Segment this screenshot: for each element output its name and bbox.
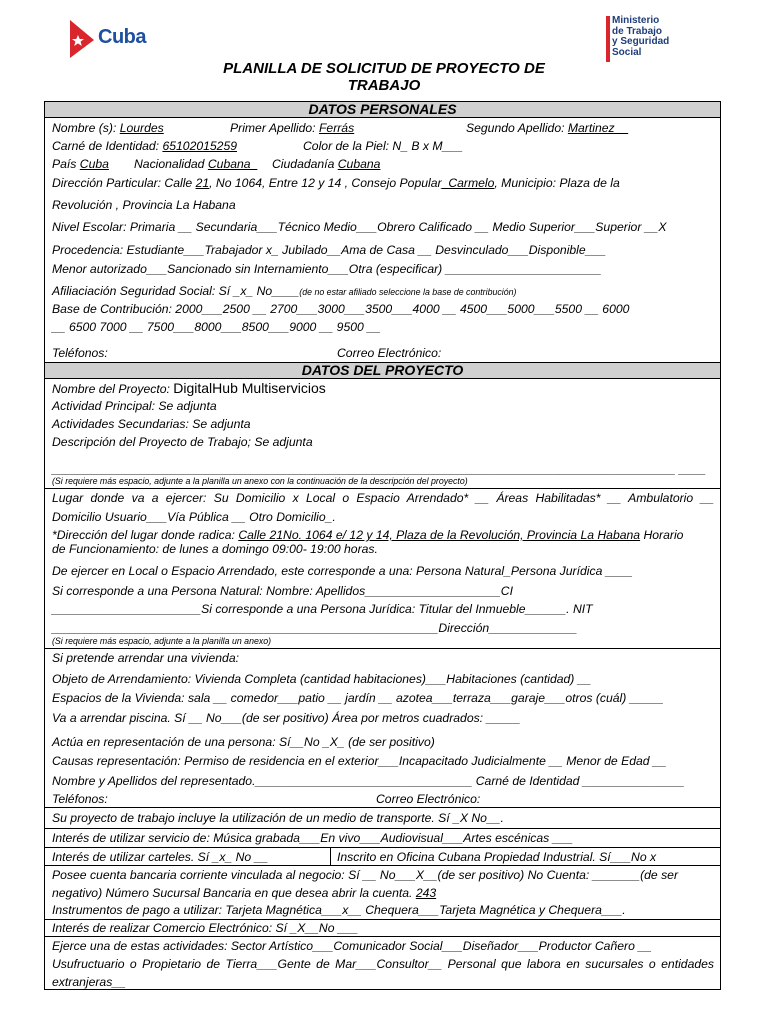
field-sucursal-bancaria[interactable]: negativo) Número Sucursal Bancaria en que desea abrir la cuenta. 243	[52, 886, 437, 900]
field-primer-apellido[interactable]: Primer Apellido: Ferrás	[230, 121, 355, 135]
actividades-ejerce-end[interactable]: extranjeras__	[52, 975, 126, 989]
field-menor-autorizado[interactable]: Menor autorizado___Sancionado sin Internamiento___Otra (especificar) _______________________	[52, 262, 602, 276]
divider	[44, 919, 721, 920]
primer-apellido-value: Ferrás	[318, 121, 355, 135]
divider	[44, 807, 721, 808]
cuba-star-icon	[68, 18, 96, 60]
field-lugar-ejercer[interactable]: Lugar donde va a ejercer: Su Domicilio x Local o Espacio Arrendado* __ Áreas Habilitadas* __ Ambulatorio __	[52, 491, 714, 505]
page-title-line-1: PLANILLA DE SOLICITUD DE PROYECTO DE	[223, 60, 545, 77]
field-nivel-escolar[interactable]: Nivel Escolar: Primaria __ Secundaria___Técnico Medio___Obrero Calificado __ Medio Superior___Superior __X	[52, 220, 667, 234]
field-objeto-arrendamiento[interactable]: Objeto de Arrendamiento: Vivienda Completa (cantidad habitaciones)___Habitaciones (cantidad) __	[52, 672, 592, 686]
nacionalidad-value: Cubana_	[207, 157, 258, 171]
afiliacion-note: (de no estar afiliado seleccione la base de contribución)	[299, 287, 517, 297]
field-medio-transporte[interactable]: Su proyecto de trabajo incluye la utilización de un medio de transporte. Sí _X No__.	[52, 811, 504, 825]
field-nombre[interactable]: Nombre (s): Lourdes	[52, 121, 164, 135]
ministry-line-3: y Seguridad	[612, 36, 670, 47]
field-segundo-apellido[interactable]: Segundo Apellido: Martinez__	[466, 121, 629, 135]
field-domicilio-usuario[interactable]: Domicilio Usuario___Vía Pública __ Otro Domicilio_.	[52, 510, 336, 524]
nombre-value: Lourdes	[119, 121, 164, 135]
field-actividad-principal[interactable]: Actividad Principal: Se adjunta	[52, 399, 217, 413]
field-persona-juridica[interactable]: ______________________Si corresponde a una Persona Jurídica: Titular del Inmueble______. NIT	[52, 602, 593, 616]
divider	[44, 847, 721, 848]
field-direccion-juridica[interactable]: _________________________________________________________Dirección_____________	[52, 621, 578, 635]
descripcion-blank-line[interactable]: ____________________________________________________________________________________________ ____	[52, 462, 707, 476]
field-arrendar-vivienda: Si pretende arrendar una vivienda:	[52, 651, 239, 665]
field-color-piel[interactable]: Color de la Piel: N_ B x M___	[303, 139, 463, 153]
field-instrumentos-pago[interactable]: Instrumentos de pago a utilizar: Tarjeta Magnética___x__ Chequera___Tarjeta Magnética y Chequera___.	[52, 903, 626, 917]
base-contribucion-continuation[interactable]: __ 6500 7000 __ 7500___8000___8500___9000 __ 9500 __	[52, 320, 381, 334]
field-nombre-proyecto[interactable]: Nombre del Proyecto: DigitalHub Multiservicios	[52, 380, 326, 396]
ministry-logo	[606, 16, 676, 62]
pais-value: Cuba	[79, 157, 109, 171]
field-espacios-vivienda[interactable]: Espacios de la Vivienda: sala __ comedor___patio __ jardín __ azotea___terraza___garaje___otros (cuál) _____	[52, 691, 664, 705]
divider	[44, 648, 721, 649]
column-divider	[330, 847, 331, 865]
actividades-ejerce-continuation[interactable]: Usufructuario o Propietario de Tierra___Gente de Mar___Consultor__ Personal que labora en sucursales o entidades	[52, 957, 714, 971]
field-base-contribucion[interactable]: Base de Contribución: 2000___2500 __ 2700___3000___3500___4000 __ 4500___5000___5500 __ 6000	[52, 302, 630, 316]
field-piscina[interactable]: Va a arrendar piscina. Sí __ No___(de ser positivo) Área por metros cuadrados: _____	[52, 711, 521, 725]
divider	[44, 828, 721, 829]
field-servicio-musica[interactable]: Interés de utilizar servicio de: Música grabada___En vivo___Audiovisual___Artes escénicas ___	[52, 831, 573, 845]
ministry-logo-bar	[606, 16, 610, 62]
field-comercio-electronico[interactable]: Interés de realizar Comercio Electrónico: Sí _X__No ___	[52, 921, 359, 935]
field-correo-representado[interactable]: Correo Electrónico:	[376, 792, 481, 806]
field-carteles[interactable]: Interés de utilizar carteles. Sí _x_ No __	[52, 850, 269, 864]
field-representacion[interactable]: Actúa en representación de una persona: Sí__No _X_ (de ser positivo)	[52, 735, 435, 749]
field-direccion-lugar[interactable]: *Dirección del lugar donde radica: Calle 21No. 1064 e/ 12 y 14, Plaza de la Revolución, Provincia La Habana Horario	[52, 528, 684, 542]
field-carne[interactable]: Carné de Identidad: 65102015259	[52, 139, 238, 153]
lugar-note: (Si requiere más espacio, adjunte a la planilla un anexo)	[52, 636, 272, 646]
cuba-logo	[68, 18, 148, 60]
ministry-line-4: Social	[612, 46, 642, 58]
divider	[44, 488, 721, 489]
field-local-arrendado[interactable]: De ejercer en Local o Espacio Arrendado, este corresponde a una: Persona Natural_Persona Jurídica ____	[52, 564, 633, 578]
descripcion-note: (Si requiere más espacio, adjunte a la planilla un anexo con la continuación de la descripción del proyecto)	[52, 476, 468, 486]
field-ciudadania[interactable]: Ciudadanía Cubana	[272, 157, 381, 171]
segundo-apellido-value: Martinez__	[567, 121, 629, 135]
page-title	[0, 60, 768, 94]
field-procedencia[interactable]: Procedencia: Estudiante___Trabajador x_ Jubilado__Ama de Casa __ Desvinculado___Disponible___	[52, 243, 606, 257]
field-nombre-representado[interactable]: Nombre y Apellidos del representado.________________________________ Carné de Identidad _______________	[52, 774, 685, 788]
field-actividades-secundarias[interactable]: Actividades Secundarias: Se adjunta	[52, 417, 251, 431]
field-pais[interactable]: País Cuba	[52, 157, 109, 171]
field-causas-representacion[interactable]: Causas representación: Permiso de residencia en el exterior___Incapacitado Judicialmente __ Menor de Edad __	[52, 754, 667, 768]
field-persona-natural[interactable]: Si corresponde a una Persona Natural: Nombre: Apellidos____________________CI	[52, 584, 513, 598]
field-actividades-ejerce[interactable]: Ejerce una de estas actividades: Sector Artístico___Comunicador Social___Diseñador___Productor Cañero __	[52, 939, 652, 953]
field-telefonos[interactable]: Teléfonos:	[52, 346, 108, 360]
cuba-logo-text: Cuba	[98, 26, 146, 48]
nombre-proyecto-value: DigitalHub Multiservicios	[173, 380, 326, 396]
field-descripcion-proyecto[interactable]: Descripción del Proyecto de Trabajo; Se adjunta	[52, 435, 313, 449]
ministry-line-1: Ministerio	[612, 15, 660, 26]
page-title-line-2: TRABAJO	[347, 77, 421, 94]
ministry-line-2: de Trabajo	[612, 25, 663, 37]
field-direccion-particular[interactable]: Dirección Particular: Calle 21, No 1064, Entre 12 y 14 , Consejo Popular_Carmelo, Municipio: Plaza de la	[52, 176, 620, 190]
divider	[44, 865, 721, 866]
direccion-continuation: Revolución , Provincia La Habana	[52, 198, 236, 212]
field-horario[interactable]: de Funcionamiento: de lunes a domingo 09:00- 19:00 horas.	[52, 542, 378, 556]
field-telefonos-representado[interactable]: Teléfonos:	[52, 792, 108, 806]
field-nacionalidad[interactable]: Nacionalidad Cubana_	[134, 157, 258, 171]
field-cuenta-bancaria[interactable]: Posee cuenta bancaria corriente vinculada al negocio: Sí __ No___X__(de ser positivo) No Cuenta: _______(de ser	[52, 868, 679, 882]
ciudadania-value: Cubana	[337, 157, 381, 171]
field-afiliacion[interactable]: Afiliaciación Seguridad Social: Sí _x_ No____(de no estar afiliado seleccione la base de contribución)	[52, 284, 517, 298]
field-propiedad-industrial[interactable]: Inscrito en Oficina Cubana Propiedad Industrial. Sí___No x	[337, 850, 657, 864]
carne-value: 65102015259	[162, 139, 238, 153]
section-header-project: DATOS DEL PROYECTO	[44, 362, 721, 379]
field-correo[interactable]: Correo Electrónico:	[337, 346, 442, 360]
section-header-personal: DATOS PERSONALES	[44, 101, 721, 118]
divider	[44, 936, 721, 937]
